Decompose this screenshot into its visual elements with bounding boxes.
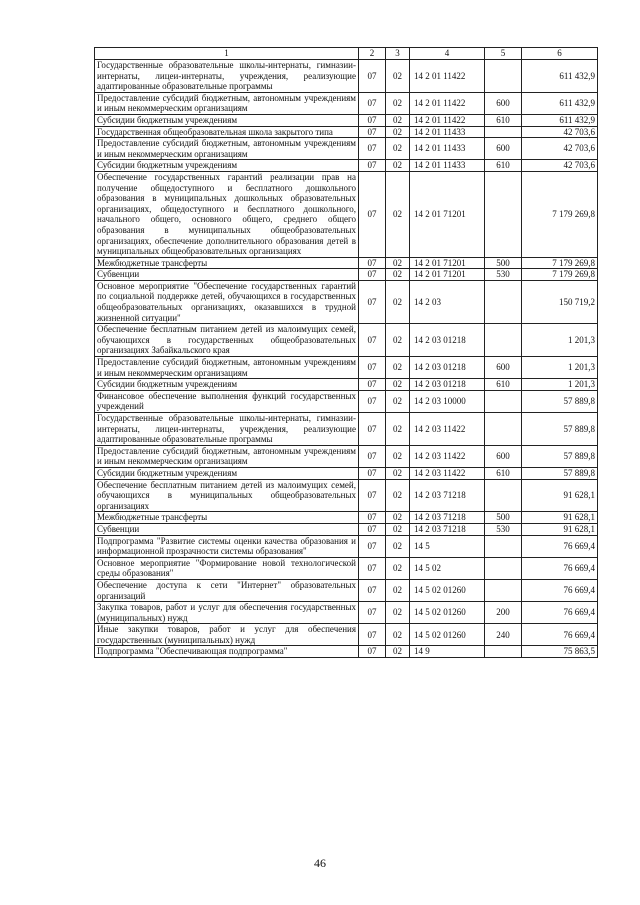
row-section: 07 — [359, 126, 386, 138]
row-expense-type: 610 — [485, 160, 522, 172]
table-row — [95, 324, 598, 357]
row-expense-type — [485, 579, 522, 601]
row-name: Основное мероприятие "Формирование новой технологической среды образования" — [95, 557, 359, 579]
row-name: Субсидии бюджетным учреждениям — [95, 160, 359, 172]
row-target-article: 14 2 01 11433 — [410, 160, 485, 172]
row-subsection: 02 — [386, 557, 410, 579]
row-subsection: 02 — [386, 114, 410, 126]
row-subsection: 02 — [386, 467, 410, 479]
row-expense-type: 530 — [485, 269, 522, 281]
row-section: 07 — [359, 324, 386, 357]
row-name: Субсидии бюджетным учреждениям — [95, 467, 359, 479]
row-subsection: 02 — [386, 280, 410, 323]
header-col-6: 6 — [522, 48, 598, 60]
row-expense-type — [485, 535, 522, 557]
row-target-article: 14 2 01 11422 — [410, 114, 485, 126]
row-name: Предоставление субсидий бюджетным, автономным учреждениям и иным некоммерческим организациям — [95, 357, 359, 379]
row-section: 07 — [359, 92, 386, 114]
budget-table-body — [95, 48, 598, 658]
row-subsection: 02 — [386, 257, 410, 269]
table-row — [95, 413, 598, 446]
row-target-article: 14 5 02 01260 — [410, 579, 485, 601]
row-expense-type — [485, 390, 522, 412]
row-target-article: 14 5 — [410, 535, 485, 557]
row-expense-type — [485, 646, 522, 658]
row-subsection: 02 — [386, 171, 410, 257]
row-amount: 57 889,8 — [522, 413, 598, 446]
table-row — [95, 379, 598, 391]
row-amount: 1 201,3 — [522, 379, 598, 391]
header-col-4: 4 — [410, 48, 485, 60]
row-expense-type: 600 — [485, 357, 522, 379]
row-name: Основное мероприятие "Обеспечение государственных гарантий по социальной поддержке детей, обучающихся в государственных общеобразовательных организациях, оказавшихся в трудной жизненной ситуации" — [95, 280, 359, 323]
row-target-article: 14 2 01 71201 — [410, 171, 485, 257]
row-expense-type: 530 — [485, 523, 522, 535]
row-section: 07 — [359, 579, 386, 601]
row-subsection: 02 — [386, 535, 410, 557]
row-name: Субвенции — [95, 269, 359, 281]
row-subsection: 02 — [386, 479, 410, 512]
row-section: 07 — [359, 138, 386, 160]
row-expense-type: 600 — [485, 445, 522, 467]
row-subsection: 02 — [386, 60, 410, 93]
table-row — [95, 479, 598, 512]
row-section: 07 — [359, 390, 386, 412]
row-section: 07 — [359, 114, 386, 126]
table-row — [95, 646, 598, 658]
table-row — [95, 467, 598, 479]
row-subsection: 02 — [386, 269, 410, 281]
row-amount: 91 628,1 — [522, 479, 598, 512]
row-expense-type — [485, 171, 522, 257]
row-section: 07 — [359, 445, 386, 467]
row-target-article: 14 5 02 — [410, 557, 485, 579]
row-amount: 57 889,8 — [522, 467, 598, 479]
row-subsection: 02 — [386, 413, 410, 446]
row-section: 07 — [359, 535, 386, 557]
row-amount: 611 432,9 — [522, 60, 598, 93]
row-amount: 76 669,4 — [522, 535, 598, 557]
table-row — [95, 357, 598, 379]
header-col-1: 1 — [95, 48, 359, 60]
row-name: Иные закупки товаров, работ и услуг для обеспечения государственных (муниципальных) нужд — [95, 624, 359, 646]
row-name: Финансовое обеспечение выполнения функций государственных учреждений — [95, 390, 359, 412]
row-expense-type — [485, 413, 522, 446]
row-amount: 76 669,4 — [522, 579, 598, 601]
row-amount: 7 179 269,8 — [522, 171, 598, 257]
table-row — [95, 160, 598, 172]
row-name: Предоставление субсидий бюджетным, автономным учреждениям и иным некоммерческим организациям — [95, 92, 359, 114]
row-amount: 42 703,6 — [522, 138, 598, 160]
row-expense-type — [485, 60, 522, 93]
row-amount: 76 669,4 — [522, 557, 598, 579]
row-expense-type — [485, 557, 522, 579]
row-name: Подпрограмма "Развитие системы оценки качества образования и информационной прозрачности системы образования" — [95, 535, 359, 557]
row-expense-type: 610 — [485, 467, 522, 479]
row-name: Субсидии бюджетным учреждениям — [95, 379, 359, 391]
row-section: 07 — [359, 602, 386, 624]
table-row — [95, 624, 598, 646]
row-amount: 7 179 269,8 — [522, 269, 598, 281]
row-section: 07 — [359, 269, 386, 281]
row-name: Предоставление субсидий бюджетным, автономным учреждениям и иным некоммерческим организациям — [95, 138, 359, 160]
row-target-article: 14 2 01 11433 — [410, 138, 485, 160]
row-target-article: 14 2 03 01218 — [410, 324, 485, 357]
row-name: Государственные образовательные школы-интернаты, гимназии-интернаты, лицеи-интернаты, учреждения, реализующие адаптированные образовательные программы — [95, 60, 359, 93]
table-row — [95, 269, 598, 281]
row-target-article: 14 2 03 11422 — [410, 467, 485, 479]
row-section: 07 — [359, 280, 386, 323]
row-target-article: 14 2 03 — [410, 280, 485, 323]
header-row — [95, 48, 598, 60]
row-amount: 76 669,4 — [522, 624, 598, 646]
row-name: Закупка товаров, работ и услуг для обеспечения государственных (муниципальных) нужд — [95, 602, 359, 624]
row-name: Субсидии бюджетным учреждениям — [95, 114, 359, 126]
row-name: Обеспечение бесплатным питанием детей из малоимущих семей, обучающихся в муниципальных общеобразовательных организациях — [95, 479, 359, 512]
table-row — [95, 114, 598, 126]
row-subsection: 02 — [386, 445, 410, 467]
row-amount: 150 719,2 — [522, 280, 598, 323]
row-amount: 57 889,8 — [522, 445, 598, 467]
row-name: Обеспечение бесплатным питанием детей из малоимущих семей, обучающихся в государственных общеобразовательных организациях Забайкальского края — [95, 324, 359, 357]
row-name: Обеспечение доступа к сети "Интернет" образовательных организаций — [95, 579, 359, 601]
row-section: 07 — [359, 171, 386, 257]
table-row — [95, 390, 598, 412]
row-section: 07 — [359, 257, 386, 269]
row-expense-type: 610 — [485, 114, 522, 126]
row-amount: 7 179 269,8 — [522, 257, 598, 269]
row-amount: 42 703,6 — [522, 126, 598, 138]
table-row — [95, 523, 598, 535]
row-amount: 611 432,9 — [522, 114, 598, 126]
header-col-5: 5 — [485, 48, 522, 60]
row-subsection: 02 — [386, 126, 410, 138]
row-target-article: 14 2 01 11433 — [410, 126, 485, 138]
row-subsection: 02 — [386, 390, 410, 412]
row-subsection: 02 — [386, 324, 410, 357]
row-target-article: 14 2 03 71218 — [410, 512, 485, 524]
row-subsection: 02 — [386, 512, 410, 524]
table-row — [95, 92, 598, 114]
row-subsection: 02 — [386, 379, 410, 391]
row-section: 07 — [359, 160, 386, 172]
row-name: Государственная общеобразовательная школа закрытого типа — [95, 126, 359, 138]
row-subsection: 02 — [386, 624, 410, 646]
row-amount: 1 201,3 — [522, 324, 598, 357]
row-subsection: 02 — [386, 138, 410, 160]
row-target-article: 14 2 03 10000 — [410, 390, 485, 412]
row-subsection: 02 — [386, 646, 410, 658]
row-subsection: 02 — [386, 602, 410, 624]
row-subsection: 02 — [386, 523, 410, 535]
row-expense-type: 500 — [485, 512, 522, 524]
row-section: 07 — [359, 557, 386, 579]
row-name: Субвенции — [95, 523, 359, 535]
table-row — [95, 579, 598, 601]
row-target-article: 14 2 03 71218 — [410, 479, 485, 512]
table-row — [95, 445, 598, 467]
row-section: 07 — [359, 479, 386, 512]
budget-table — [94, 47, 598, 658]
header-col-3: 3 — [386, 48, 410, 60]
row-name: Межбюджетные трансферты — [95, 512, 359, 524]
row-subsection: 02 — [386, 357, 410, 379]
row-amount: 57 889,8 — [522, 390, 598, 412]
table-row — [95, 280, 598, 323]
row-section: 07 — [359, 523, 386, 535]
row-target-article: 14 2 03 71218 — [410, 523, 485, 535]
row-expense-type: 610 — [485, 379, 522, 391]
row-expense-type — [485, 280, 522, 323]
row-amount: 42 703,6 — [522, 160, 598, 172]
row-expense-type: 600 — [485, 92, 522, 114]
row-target-article: 14 5 02 01260 — [410, 624, 485, 646]
row-amount: 1 201,3 — [522, 357, 598, 379]
table-row — [95, 60, 598, 93]
row-target-article: 14 2 01 71201 — [410, 269, 485, 281]
row-target-article: 14 2 03 01218 — [410, 357, 485, 379]
row-expense-type — [485, 324, 522, 357]
table-row — [95, 557, 598, 579]
row-amount: 75 863,5 — [522, 646, 598, 658]
row-section: 07 — [359, 379, 386, 391]
row-name: Подпрограмма "Обеспечивающая подпрограмма" — [95, 646, 359, 658]
row-section: 07 — [359, 467, 386, 479]
row-section: 07 — [359, 413, 386, 446]
row-section: 07 — [359, 646, 386, 658]
row-target-article: 14 9 — [410, 646, 485, 658]
row-name: Обеспечение государственных гарантий реализации прав на получение общедоступного и бесплатного дошкольного образования в муниципальных дошкольных образовательных организациях, общедоступного и бесплатного дошкольного, начального общего, основного общего, среднего общего образования в муниципальных общеобразовательных организациях, обеспечение дополнительного образования детей в муниципальных общеобразовательных организациях — [95, 171, 359, 257]
table-row — [95, 602, 598, 624]
table-row — [95, 171, 598, 257]
row-expense-type: 500 — [485, 257, 522, 269]
row-subsection: 02 — [386, 579, 410, 601]
row-target-article: 14 2 01 11422 — [410, 60, 485, 93]
row-target-article: 14 2 03 11422 — [410, 445, 485, 467]
row-amount: 76 669,4 — [522, 602, 598, 624]
row-expense-type — [485, 126, 522, 138]
page-number: 46 — [314, 856, 326, 870]
table-row — [95, 138, 598, 160]
table-row — [95, 126, 598, 138]
table-row — [95, 257, 598, 269]
row-target-article: 14 2 03 01218 — [410, 379, 485, 391]
row-target-article: 14 2 01 11422 — [410, 92, 485, 114]
row-amount: 91 628,1 — [522, 523, 598, 535]
row-amount: 611 432,9 — [522, 92, 598, 114]
row-section: 07 — [359, 357, 386, 379]
table-row — [95, 535, 598, 557]
table-row — [95, 512, 598, 524]
row-name: Государственные образовательные школы-интернаты, гимназии-интернаты, лицеи-интернаты, учреждения, реализующие адаптированные образовательные программы — [95, 413, 359, 446]
row-expense-type — [485, 479, 522, 512]
header-col-2: 2 — [359, 48, 386, 60]
row-target-article: 14 2 03 11422 — [410, 413, 485, 446]
row-name: Предоставление субсидий бюджетным, автономным учреждениям и иным некоммерческим организациям — [95, 445, 359, 467]
row-subsection: 02 — [386, 160, 410, 172]
row-target-article: 14 5 02 01260 — [410, 602, 485, 624]
row-name: Межбюджетные трансферты — [95, 257, 359, 269]
row-amount: 91 628,1 — [522, 512, 598, 524]
row-expense-type: 200 — [485, 602, 522, 624]
row-section: 07 — [359, 624, 386, 646]
row-section: 07 — [359, 512, 386, 524]
row-section: 07 — [359, 60, 386, 93]
row-subsection: 02 — [386, 92, 410, 114]
row-target-article: 14 2 01 71201 — [410, 257, 485, 269]
row-expense-type: 600 — [485, 138, 522, 160]
row-expense-type: 240 — [485, 624, 522, 646]
